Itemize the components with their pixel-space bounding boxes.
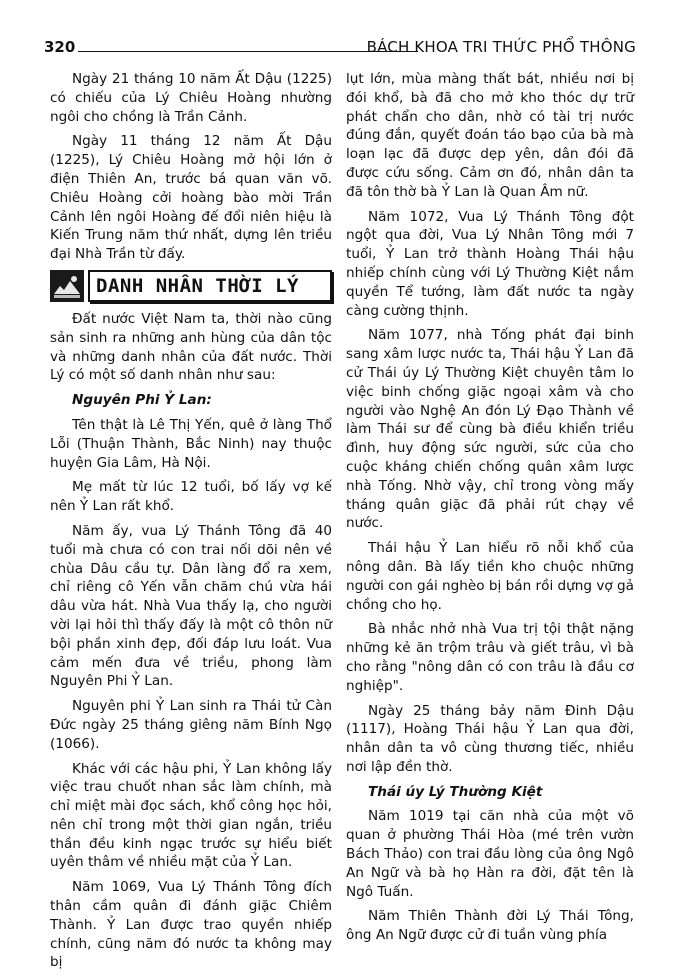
paragraph: Năm 1069, Vua Lý Thánh Tông đích thân cầm quân đi đánh giặc Chiêm Thành. Ỷ Lan được trao quyền nhiếp chính, cũng năm đó nước ta không may bị xyxy=(50,879,332,971)
paragraph: Ngày 11 tháng 12 năm Ất Dậu (1225), Lý Chiêu Hoàng mở hội lớn ở điện Thiên An, trước bá quan văn võ. Chiêu Hoàng cởi hoàng bào mời Trần Cảnh lên ngôi Hoàng đế đổi niên hiệu là Kiến Trung năm thứ nhất, dựng lên triều đại Nhà Trần từ đấy. xyxy=(50,133,332,263)
paragraph: Nguyên phi Ỷ Lan sinh ra Thái tử Càn Đức ngày 25 tháng giêng năm Bính Ngọ (1066). xyxy=(50,698,332,752)
paragraph: Khác với các hậu phi, Ỷ Lan không lấy việc trau chuốt nhan sắc làm chính, mà chỉ miệt mài đọc sách, khổ công học hỏi, nên chỉ trong một thời gian ngắn, triều thần đều kinh ngạc trước sự hiểu biết uyên thâm về nhiều mặt của Ỷ Lan. xyxy=(50,760,332,871)
section-title: DANH NHÂN THỜI LÝ xyxy=(96,274,299,297)
running-title: BÁCH KHOA TRI THỨC PHỔ THÔNG xyxy=(366,38,636,56)
paragraph: Đất nước Việt Nam ta, thời nào cũng sản sinh ra những anh hùng của dân tộc và những danh nhân của đất nước. Thời Lý có một số danh nhân như sau: xyxy=(50,310,332,384)
paragraph: Năm ấy, vua Lý Thánh Tông đã 40 tuổi mà chưa có con trai nối dõi nên về chùa Dâu cầu tự. Dân làng đổ ra xem, chỉ riêng cô Yến vẫn chăm chú vừa hái dâu vừa hát. Nhà Vua thấy lạ, cho người vời lại hỏi thì thấy đấy là một cô thôn nữ bội phần xinh đẹp, đối đáp lưu loát. Vua cảm mến đưa về triều, phong làm Nguyên Phi Ỷ Lan. xyxy=(50,522,332,690)
paragraph: Ngày 25 tháng bảy năm Đinh Dậu (1117), Hoàng Thái hậu Ỷ Lan qua đời, nhân dân ta vô cùng thương tiếc, nhiều nơi lập đền thờ. xyxy=(346,702,634,775)
paragraph: Năm 1019 tại căn nhà của một võ quan ở phường Thái Hòa (mé trên vườn Bách Thảo) con trai đầu lòng của ông Ngô An Ngữ và bà họ Hàn ra đời, đặt tên là Ngô Tuấn. xyxy=(346,808,634,900)
decorative-image-icon xyxy=(50,270,84,302)
paragraph: Năm 1077, nhà Tống phát đại binh sang xâm lược nước ta, Thái hậu Ỷ Lan đã cử Thái úy Lý Thường Kiệt chuyên tâm lo việc binh chống giặc ngoại xâm và cho người vào Nghệ An đón Lý Đạo Thành về làm Thái sư để cùng bà điều khiển triều đình, huy động sức người, sức của cho cuộc kháng chiến chống quân xâm lược nhà Tống. Nhờ vậy, chỉ trong vòng mấy tháng quân giặc đã phải rút chạy về nước. xyxy=(346,327,634,532)
section-heading xyxy=(50,270,332,302)
paragraph: Năm Thiên Thành đời Lý Thái Tông, ông An Ngữ được cử đi tuần vùng phía xyxy=(346,908,634,944)
paragraph: Năm 1072, Vua Lý Thánh Tông đột ngột qua đời, Vua Lý Nhân Tông mới 7 tuổi, Ỷ Lan trở thành Hoàng Thái hậu nhiếp chính cùng với Lý Thường Kiệt nắm quyền Tể tướng, làm đất nước ta ngày càng cường thịnh. xyxy=(346,208,634,319)
paragraph: Mẹ mất từ lúc 12 tuổi, bố lấy vợ kế nên Ỷ Lan rất khổ. xyxy=(50,479,332,515)
section-title-box xyxy=(88,270,332,302)
paragraph: lụt lớn, mùa màng thất bát, nhiều nơi bị đói khổ, bà đã cho mở kho thóc dự trữ phát chẩn cho dân, nhờ có tài trị nước đúng đắn, quyết đoán táo bạo của bà mà loạn lạc đã được dẹp yên, dân đói đã được cứu sống. Cảm ơn đó, nhân dân ta đã tôn thờ bà Ỷ Lan là Quan Âm nữ. xyxy=(346,71,634,200)
subheading: Nguyên Phi Ỷ Lan: xyxy=(72,392,212,409)
page-header xyxy=(44,36,636,58)
paragraph: Ngày 21 tháng 10 năm Ất Dậu (1225) có chiếu của Lý Chiêu Hoàng nhường ngôi cho chồng là Trần Cảnh. xyxy=(50,71,332,125)
paragraph: Thái hậu Ỷ Lan hiểu rõ nỗi khổ của nông dân. Bà lấy tiền kho chuộc những người con gái nghèo bị bán rồi dựng vợ gả chồng cho họ. xyxy=(346,540,634,613)
subheading: Thái úy Lý Thường Kiệt xyxy=(368,783,543,800)
paragraph: Bà nhắc nhở nhà Vua trị tội thật nặng những kẻ ăn trộm trâu và giết trâu, vì bà cho rằng "nông dân có con trâu là đầu cơ nghiệp". xyxy=(346,621,634,694)
paragraph: Tên thật là Lê Thị Yến, quê ở làng Thổ Lỗi (Thuận Thành, Bắc Ninh) nay thuộc huyện Gia Lâm, Hà Nội. xyxy=(50,416,332,471)
page-number: 320 xyxy=(44,38,76,56)
left-column xyxy=(50,70,332,978)
right-column xyxy=(346,70,634,951)
